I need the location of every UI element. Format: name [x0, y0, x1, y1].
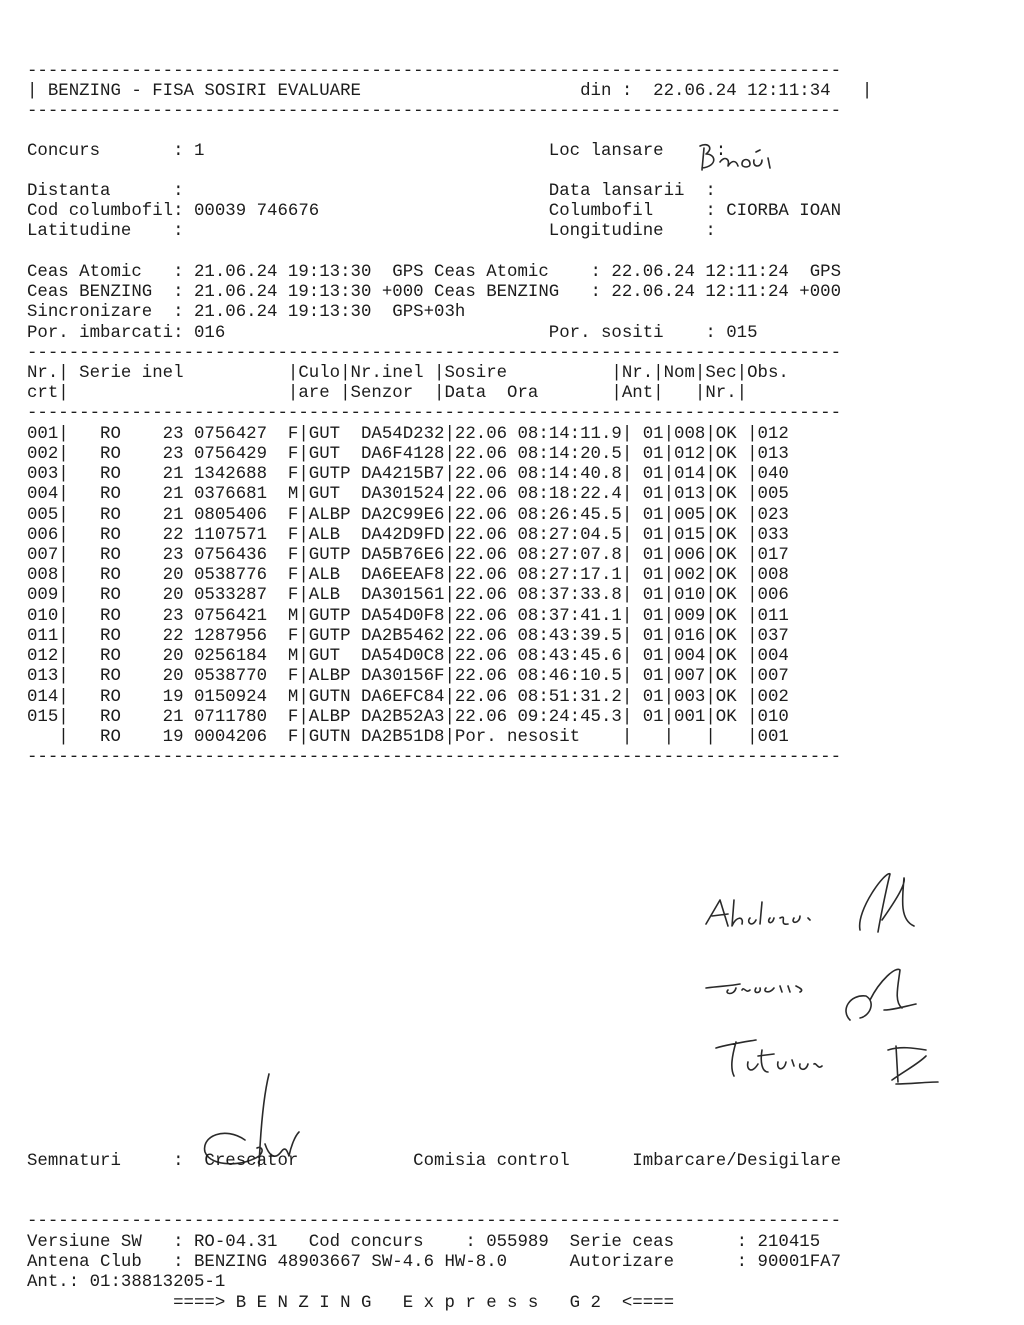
table-header-line-2: crt| |are |Senzor |Data Ora |Ant| |Nr.|	[27, 384, 748, 403]
table-rule-bottom: ------------------------------------------------------------------------------	[27, 748, 842, 767]
header-rule-top: ------------------------------------------------------------------------------	[27, 62, 842, 81]
table-row: 004| RO 21 0376681 M|GUT DA301524|22.06 08:18:22.4| 01|013|OK |005	[27, 485, 789, 504]
table-row: 001| RO 23 0756427 F|GUT DA54D232|22.06 08:14:11.9| 01|008|OK |012	[27, 425, 789, 444]
footer-brand-line: ====> B E N Z I N G E x p r e s s G 2 <====	[27, 1294, 675, 1313]
table-row: 008| RO 20 0538776 F|ALB DA6EEAF8|22.06 08:27:17.1| 01|002|OK |008	[27, 566, 789, 585]
footer-antena-line: Antena Club : BENZING 48903667 SW-4.6 HW-8.0 Autorizare : 90001FA7	[27, 1253, 842, 1272]
table-row: 003| RO 21 1342688 F|GUTP DA4215B7|22.06 08:14:40.8| 01|014|OK |040	[27, 465, 789, 484]
table-row: 007| RO 23 0756436 F|GUTP DA5B76E6|22.06 08:27:07.8| 01|006|OK |017	[27, 546, 789, 565]
table-row: 005| RO 21 0805406 F|ALBP DA2C99E6|22.06 08:26:45.5| 01|005|OK |023	[27, 506, 789, 525]
table-row: 015| RO 21 0711780 F|ALBP DA2B52A3|22.06 09:24:45.3| 01|001|OK |010	[27, 708, 789, 727]
commission-signatures	[700, 860, 960, 1100]
info-cod-columbofil-line: Cod columbofil: 00039 746676 Columbofil : CIORBA IOAN	[27, 202, 842, 221]
info-ceas-atomic-line: Ceas Atomic : 21.06.24 19:13:30 GPS Ceas Atomic : 22.06.24 12:11:24 GPS	[27, 263, 842, 282]
table-row: 002| RO 23 0756429 F|GUT DA6F4128|22.06 08:14:20.5| 01|012|OK |013	[27, 445, 789, 464]
table-row: 013| RO 20 0538770 F|ALBP DA30156F|22.06 08:46:10.5| 01|007|OK |007	[27, 667, 789, 686]
table-rule-header: ------------------------------------------------------------------------------	[27, 404, 842, 423]
table-row: 009| RO 20 0533287 F|ALB DA301561|22.06 08:37:33.8| 01|010|OK |006	[27, 586, 789, 605]
info-concurs-line: Concurs : 1 Loc lansare :	[27, 142, 727, 161]
footer-ant-line: Ant.: 01:38813205-1	[27, 1273, 226, 1292]
table-header-line-1: Nr.| Serie inel |Culo|Nr.inel |Sosire |Nr.|Nom|Sec|Obs.	[27, 364, 789, 383]
table-row: 010| RO 23 0756421 M|GUTP DA54D0F8|22.06 08:37:41.1| 01|009|OK |011	[27, 607, 789, 626]
table-row: 011| RO 22 1287956 F|GUTP DA2B5462|22.06 08:43:39.5| 01|016|OK |037	[27, 627, 789, 646]
footer-versiune-line: Versiune SW : RO-04.31 Cod concurs : 055989 Serie ceas : 210415	[27, 1233, 821, 1252]
info-latitudine-line: Latitudine : Longitudine :	[27, 222, 716, 241]
signatures-line: Semnaturi : Crescator Comisia control Imbarcare/Desigilare	[27, 1152, 842, 1171]
table-rule-top: ------------------------------------------------------------------------------	[27, 344, 842, 363]
table-row: 006| RO 22 1107571 F|ALB DA42D9FD|22.06 08:27:04.5| 01|015|OK |033	[27, 526, 789, 545]
info-distanta-line: Distanta : Data lansarii :	[27, 182, 716, 201]
header-rule-bottom: ------------------------------------------------------------------------------	[27, 102, 842, 121]
table-row: 014| RO 19 0150924 M|GUTN DA6EFC84|22.06 08:51:31.2| 01|003|OK |002	[27, 688, 789, 707]
table-row: 012| RO 20 0256184 M|GUT DA54D0C8|22.06 08:43:45.6| 01|004|OK |004	[27, 647, 789, 666]
table-row: | RO 19 0004206 F|GUTN DA2B51D8|Por. nesosit | | | |001	[27, 728, 789, 747]
info-porumbei-line: Por. imbarcati: 016 Por. sositi : 015	[27, 324, 758, 343]
info-sincronizare-line: Sincronizare : 21.06.24 19:13:30 GPS+03h	[27, 303, 466, 322]
header-title-line: | BENZING - FISA SOSIRI EVALUARE din : 22.06.24 12:11:34 |	[27, 82, 873, 101]
footer-rule: ------------------------------------------------------------------------------	[27, 1212, 842, 1231]
info-ceas-benzing-line: Ceas BENZING : 21.06.24 19:13:30 +000 Ceas BENZING : 22.06.24 12:11:24 +000	[27, 283, 842, 302]
